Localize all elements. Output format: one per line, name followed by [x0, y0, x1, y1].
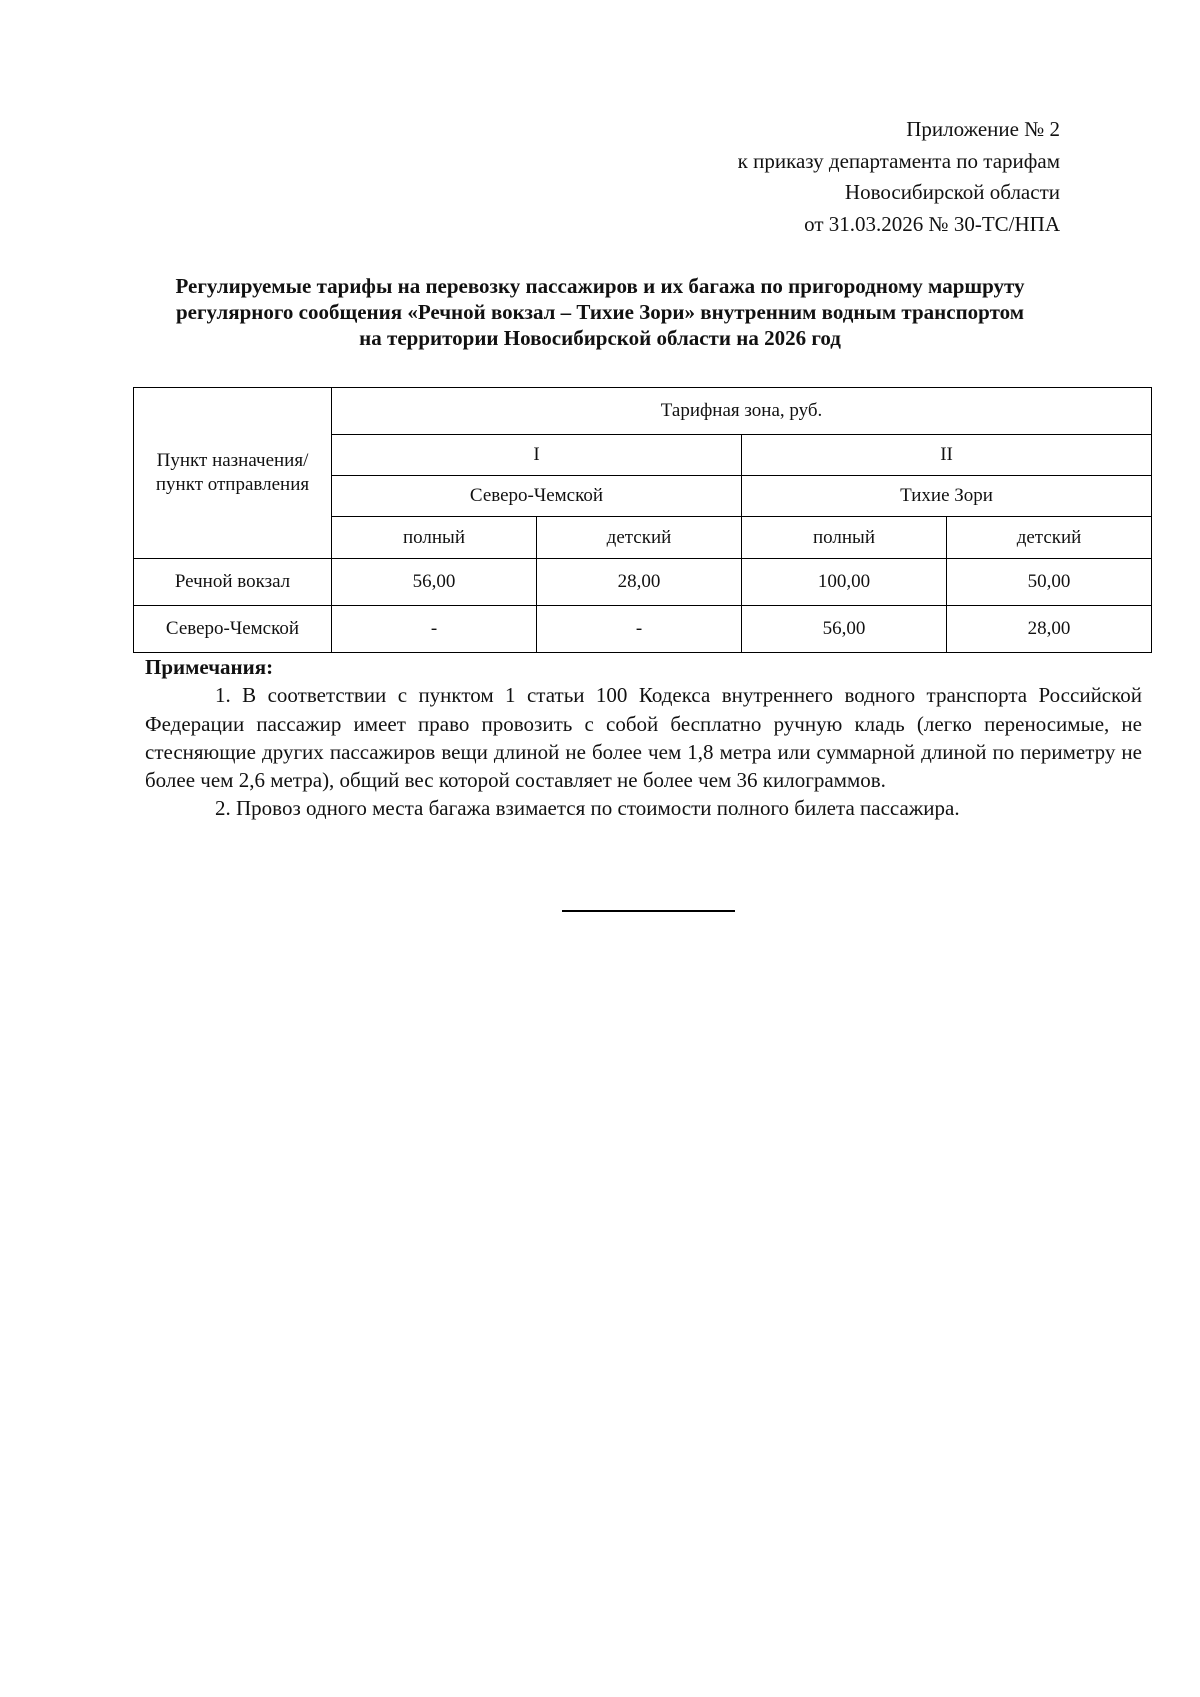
tariff-table — [133, 387, 1152, 653]
tariff-zone-header: Тарифная зона, руб. — [332, 388, 1152, 435]
fare-type-cell: детский — [537, 517, 742, 559]
title-line-1: Регулируемые тарифы на перевозку пассажиров и их багажа по пригородному маршруту — [175, 274, 1025, 298]
fare-value-cell: 50,00 — [947, 559, 1152, 606]
end-divider — [562, 910, 735, 912]
corner-header-cell: Пункт назначения/пункт отправления — [134, 388, 332, 559]
appendix-order-ref: к приказу департамента по тарифам — [737, 148, 1060, 173]
fare-value-cell: 28,00 — [947, 606, 1152, 653]
origin-cell: Речной вокзал — [134, 559, 332, 606]
zone-destination-2: Тихие Зори — [742, 476, 1152, 517]
appendix-region: Новосибирской области — [844, 180, 1060, 204]
fare-type-cell: полный — [332, 517, 537, 559]
origin-cell: Северо-Чемской — [134, 606, 332, 653]
note-item-2: 2. Провоз одного места багажа взимается по стоимости полного билета пассажира. — [215, 796, 960, 821]
table-header-row — [134, 388, 1152, 435]
fare-value-cell: - — [332, 606, 537, 653]
fare-value-cell: 28,00 — [537, 559, 742, 606]
zone-number-2: II — [742, 435, 1152, 476]
note-item-1: 1. В соответствии с пунктом 1 статьи 100 Кодекса внутреннего водного транспорта Российской Федерации пассажир имеет право провозить с собой бесплатно ручную кладь (легко переносимые, не стесняющие других пассажиров вещи длиной не более чем 1,8 метра или суммарной длиной по периметру не более чем 2,6 метра), общий вес которой составляет не более чем 36 килограммов. — [145, 683, 1142, 793]
title-line-2: регулярного сообщения «Речной вокзал – Тихие Зори» внутренним водным транспортом — [175, 300, 1025, 324]
table-row — [134, 559, 1152, 606]
fare-value-cell: 100,00 — [742, 559, 947, 606]
document-title — [135, 273, 1065, 351]
appendix-header — [738, 114, 1060, 240]
table-row — [134, 606, 1152, 653]
fare-value-cell: 56,00 — [742, 606, 947, 653]
fare-type-cell: полный — [742, 517, 947, 559]
appendix-number: Приложение № 2 — [906, 117, 1060, 141]
notes-section — [145, 653, 1142, 823]
zone-number-1: I — [332, 435, 742, 476]
notes-heading: Примечания: — [145, 655, 274, 679]
fare-type-cell: детский — [947, 517, 1152, 559]
appendix-date-number: от 31.03.2026 № 30-ТС/НПА — [804, 211, 1060, 236]
fare-value-cell: 56,00 — [332, 559, 537, 606]
fare-value-cell: - — [537, 606, 742, 653]
title-line-3: на территории Новосибирской области на 2026 год — [359, 326, 841, 350]
zone-destination-1: Северо-Чемской — [332, 476, 742, 517]
